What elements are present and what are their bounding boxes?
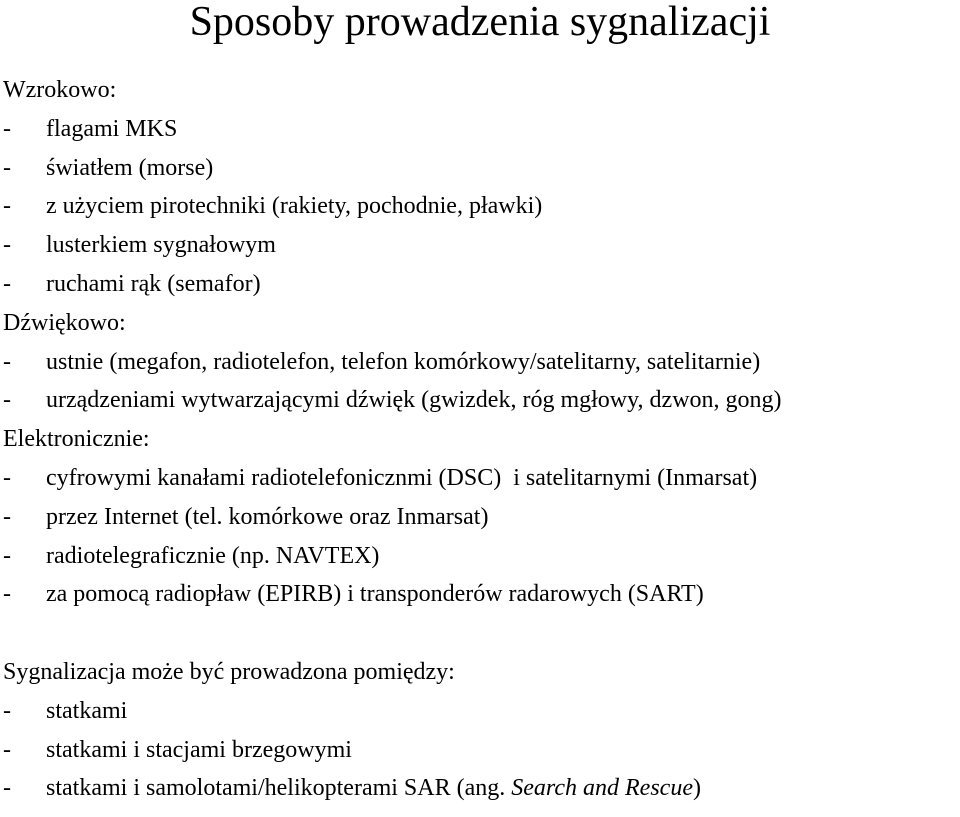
list-item — [3, 187, 958, 226]
list-item-text: z użyciem pirotechniki (rakiety, pochodnie, pławki) — [46, 193, 543, 220]
list-item — [3, 575, 958, 614]
dash-bullet: - — [3, 542, 11, 569]
dash-bullet: - — [3, 193, 11, 220]
list-item-text: statkami i stacjami brzegowymi — [46, 736, 352, 763]
list-item-text: lusterkiem sygnałowym — [46, 232, 276, 259]
list-item — [3, 731, 958, 770]
dash-bullet: - — [3, 697, 11, 724]
list-item-text — [46, 769, 701, 808]
page-title: Sposoby prowadzenia sygnalizacji — [189, 0, 771, 45]
list-item-text: flagami MKS — [46, 115, 178, 142]
section-heading-sound: Dźwiękowo: — [3, 309, 126, 336]
dash-bullet: - — [3, 387, 11, 414]
section-heading-visual: Wzrokowo: — [3, 77, 117, 103]
dash-bullet: - — [3, 581, 11, 608]
list-item-text: urządzeniami wytwarzającymi dźwięk (gwizdek, róg mgłowy, dzwon, gong) — [46, 387, 782, 414]
document-body — [3, 71, 958, 808]
list-item-text: radiotelegraficznie (np. NAVTEX) — [46, 542, 380, 569]
section-heading-between: Sygnalizacja może być prowadzona pomiędzy: — [3, 658, 455, 685]
list-item-text-prefix: statkami i samolotami/helikopterami SAR (ang. — [46, 775, 512, 802]
list-item-text: cyfrowymi kanałami radiotelefonicznmi (DSC) i satelitarnymi (Inmarsat) — [46, 464, 758, 491]
dash-bullet: - — [3, 348, 11, 375]
list-item-text-suffix: ) — [692, 775, 701, 802]
dash-bullet: - — [3, 270, 11, 297]
list-item-text: światłem (morse) — [46, 154, 214, 181]
list-item-text: statkami — [46, 697, 128, 724]
list-item — [3, 769, 958, 808]
list-item-text: za pomocą radiopław (EPIRB) i transponderów radarowych (SART) — [46, 581, 704, 608]
list-item — [3, 226, 958, 265]
list-item — [3, 537, 958, 576]
dash-bullet: - — [3, 736, 11, 763]
list-item-text-italic: Search and Rescue — [511, 775, 693, 802]
list-item — [3, 110, 958, 149]
dash-bullet: - — [3, 232, 11, 259]
list-item-text: przez Internet (tel. komórkowe oraz Inmarsat) — [46, 503, 489, 530]
list-item-text: ruchami rąk (semafor) — [46, 270, 261, 297]
dash-bullet: - — [3, 115, 11, 142]
dash-bullet: - — [3, 154, 11, 181]
section-heading-electronic: Elektronicznie: — [3, 426, 150, 453]
list-item-text: ustnie (megafon, radiotelefon, telefon komórkowy/satelitarny, satelitarnie) — [46, 348, 761, 375]
dash-bullet: - — [3, 503, 11, 530]
list-item — [3, 265, 958, 304]
list-item — [3, 149, 958, 188]
list-item — [3, 498, 958, 537]
list-item — [3, 692, 958, 731]
dash-bullet: - — [3, 775, 11, 802]
list-item — [3, 343, 958, 382]
dash-bullet: - — [3, 464, 11, 491]
list-item — [3, 381, 958, 420]
list-item — [3, 459, 958, 498]
blank-line — [3, 614, 958, 653]
